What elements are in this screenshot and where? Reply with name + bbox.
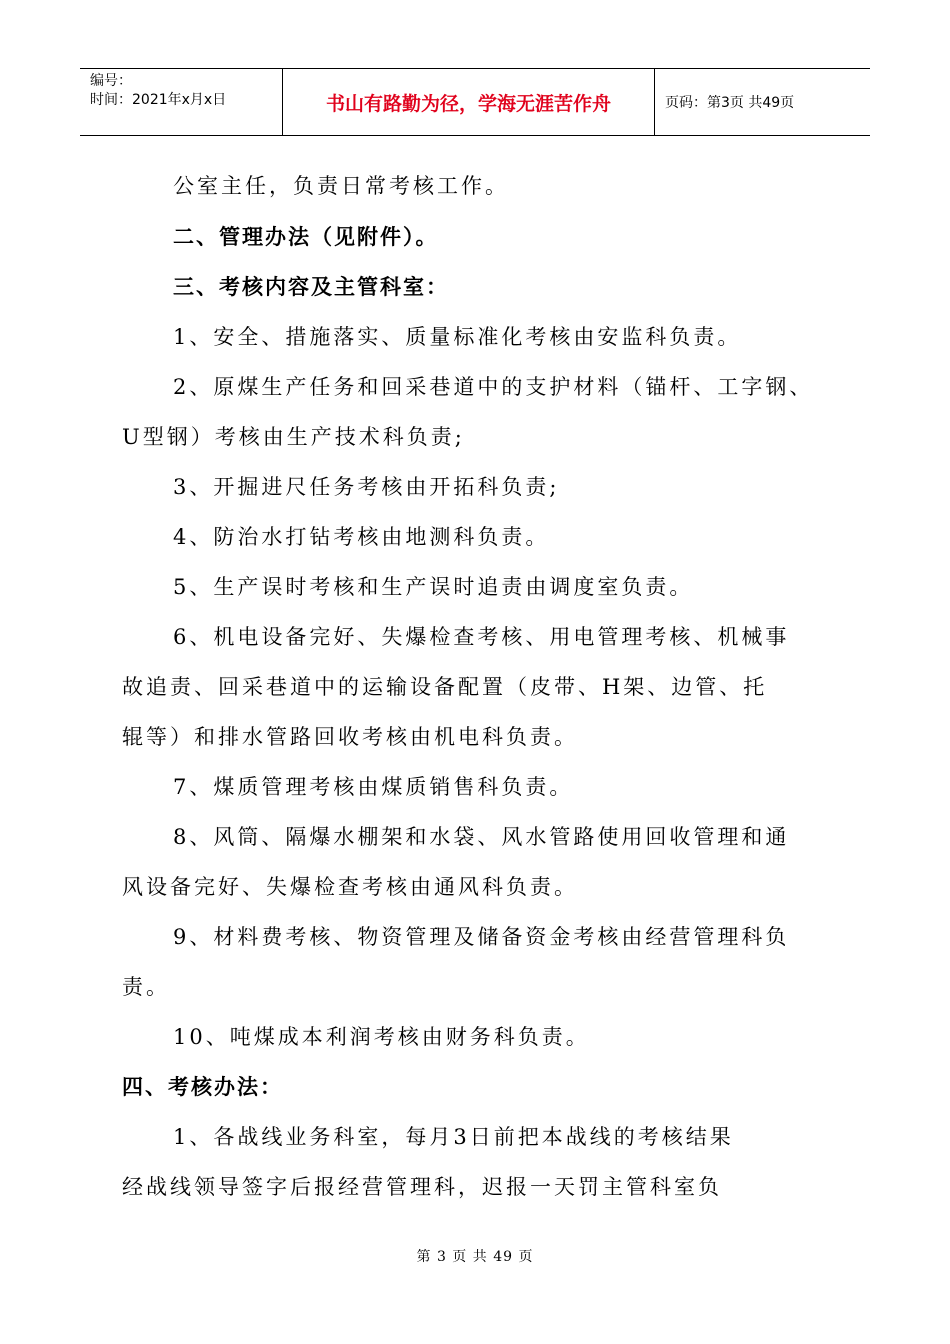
body-line: 1、各战线业务科室，每月3日前把本战线的考核结果 [173,1125,734,1149]
page-footer: 第 3 页 共 49 页 [416,1249,534,1265]
body-line: 10、吨煤成本利润考核由财务科负责。 [173,1025,590,1049]
body-line: 经战线领导签字后报经营管理科，迟报一天罚主管科室负 [122,1175,722,1199]
body-line: U型钢）考核由生产技术科负责; [122,425,465,449]
section-heading: 二、管理办法（见附件）。 [173,225,439,249]
body-line: 6、机电设备完好、失爆检查考核、用电管理考核、机械事 [173,625,790,649]
header-meta [80,69,283,135]
section-heading: 四、考核办法： [122,1075,283,1099]
page-header [80,68,870,136]
body-line: 4、防治水打钻考核由地测科负责。 [173,525,550,549]
body-line: 3、开掘进尺任务考核由开拓科负责; [173,475,560,499]
header-page-info: 页码：第3页 共49页 [665,95,795,111]
body-line: 2、原煤生产任务和回采巷道中的支护材料（锚杆、工字钢、 [173,375,814,399]
code-label: 编号： [90,73,132,89]
body-line: 责。 [122,975,170,999]
body-line: 风设备完好、失爆检查考核由通风科负责。 [122,875,578,899]
body-line: 故追责、回采巷道中的运输设备配置（皮带、H架、边管、托 [122,675,768,699]
body-line: 辊等）和排水管路回收考核由机电科负责。 [122,725,578,749]
body-line: 9、材料费考核、物资管理及储备资金考核由经营管理科负 [173,925,790,949]
body-line: 7、煤质管理考核由煤质销售科负责。 [173,775,574,799]
body-line: 公室主任，负责日常考核工作。 [173,174,509,198]
body-line: 5、生产误时考核和生产误时追责由调度室负责。 [173,575,694,599]
body-line: 8、风筒、隔爆水棚架和水袋、风水管路使用回收管理和通 [173,825,790,849]
header-motto: 书山有路勤为径，学海无涯苦作舟 [283,69,655,135]
body-line: 1、安全、措施落实、质量标准化考核由安监科负责。 [173,325,742,349]
time-label: 时间：2021年x月x日 [90,92,227,108]
section-heading: 三、考核内容及主管科室： [173,275,449,299]
